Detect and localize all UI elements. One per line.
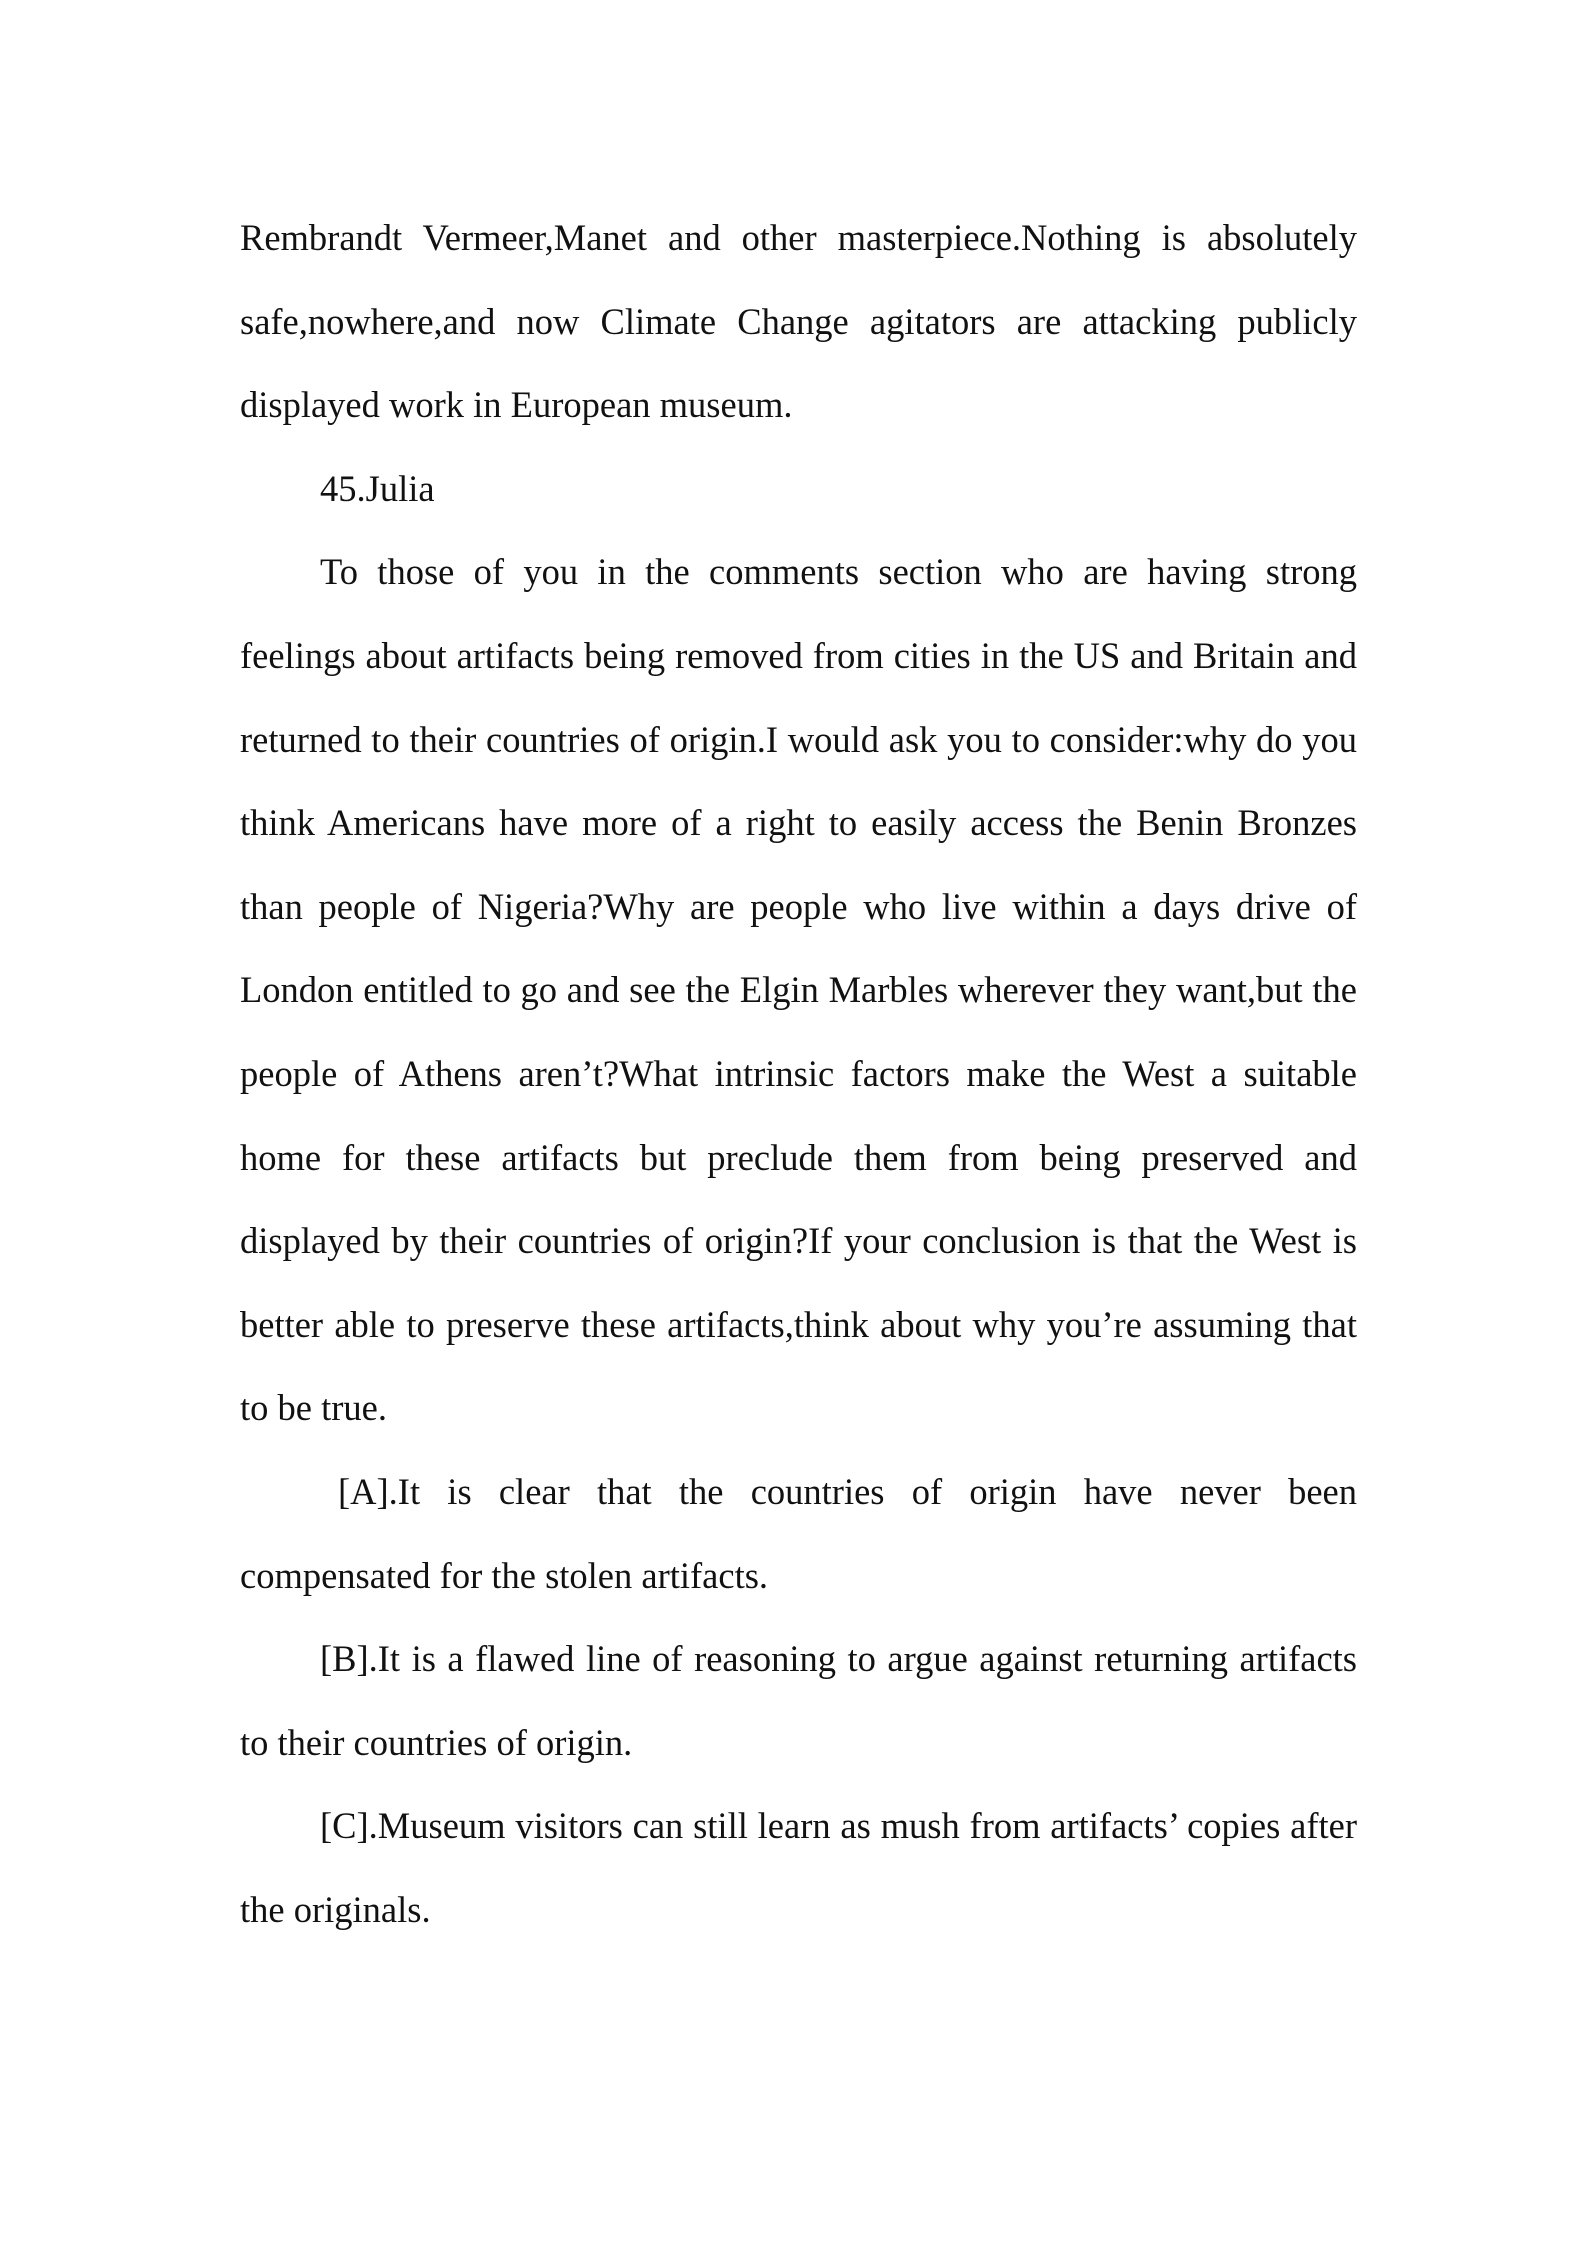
commenter-label: 45.Julia <box>320 467 435 509</box>
option-b: [B].It is a flawed line of reasoning to argue against returning artifacts to their countries of origin. <box>240 1638 1357 1763</box>
document-page <box>240 196 1357 1951</box>
option-a: [A].It is clear that the countries of origin have never been compensated for the stolen artifacts. <box>240 1470 1357 1596</box>
option-c: [C].Museum visitors can still learn as mush from artifacts’ copies after the originals. <box>240 1805 1357 1930</box>
continued-paragraph: Rembrandt Vermeer,Manet and other masterpiece.Nothing is absolutely safe,nowhere,and now Climate Change agitators are attacking publicly displayed work in European museum. <box>240 217 1357 426</box>
comment-paragraph: To those of you in the comments section who are having strong feelings about artifacts being removed from cities in the US and Britain and returned to their countries of origin.I would ask you to consider:why do you think Americans have more of a right to easily access the Benin Bronzes than people of Nigeria?Why are people who live within a days drive of London entitled to go and see the Elgin Marbles wherever they want,but the people of Athens aren’t?What intrinsic factors make the West a suitable home for these artifacts but preclude them from being preserved and displayed by their countries of origin?If your conclusion is that the West is better able to preserve these artifacts,think about why you’re assuming that to be true. <box>240 551 1357 1429</box>
